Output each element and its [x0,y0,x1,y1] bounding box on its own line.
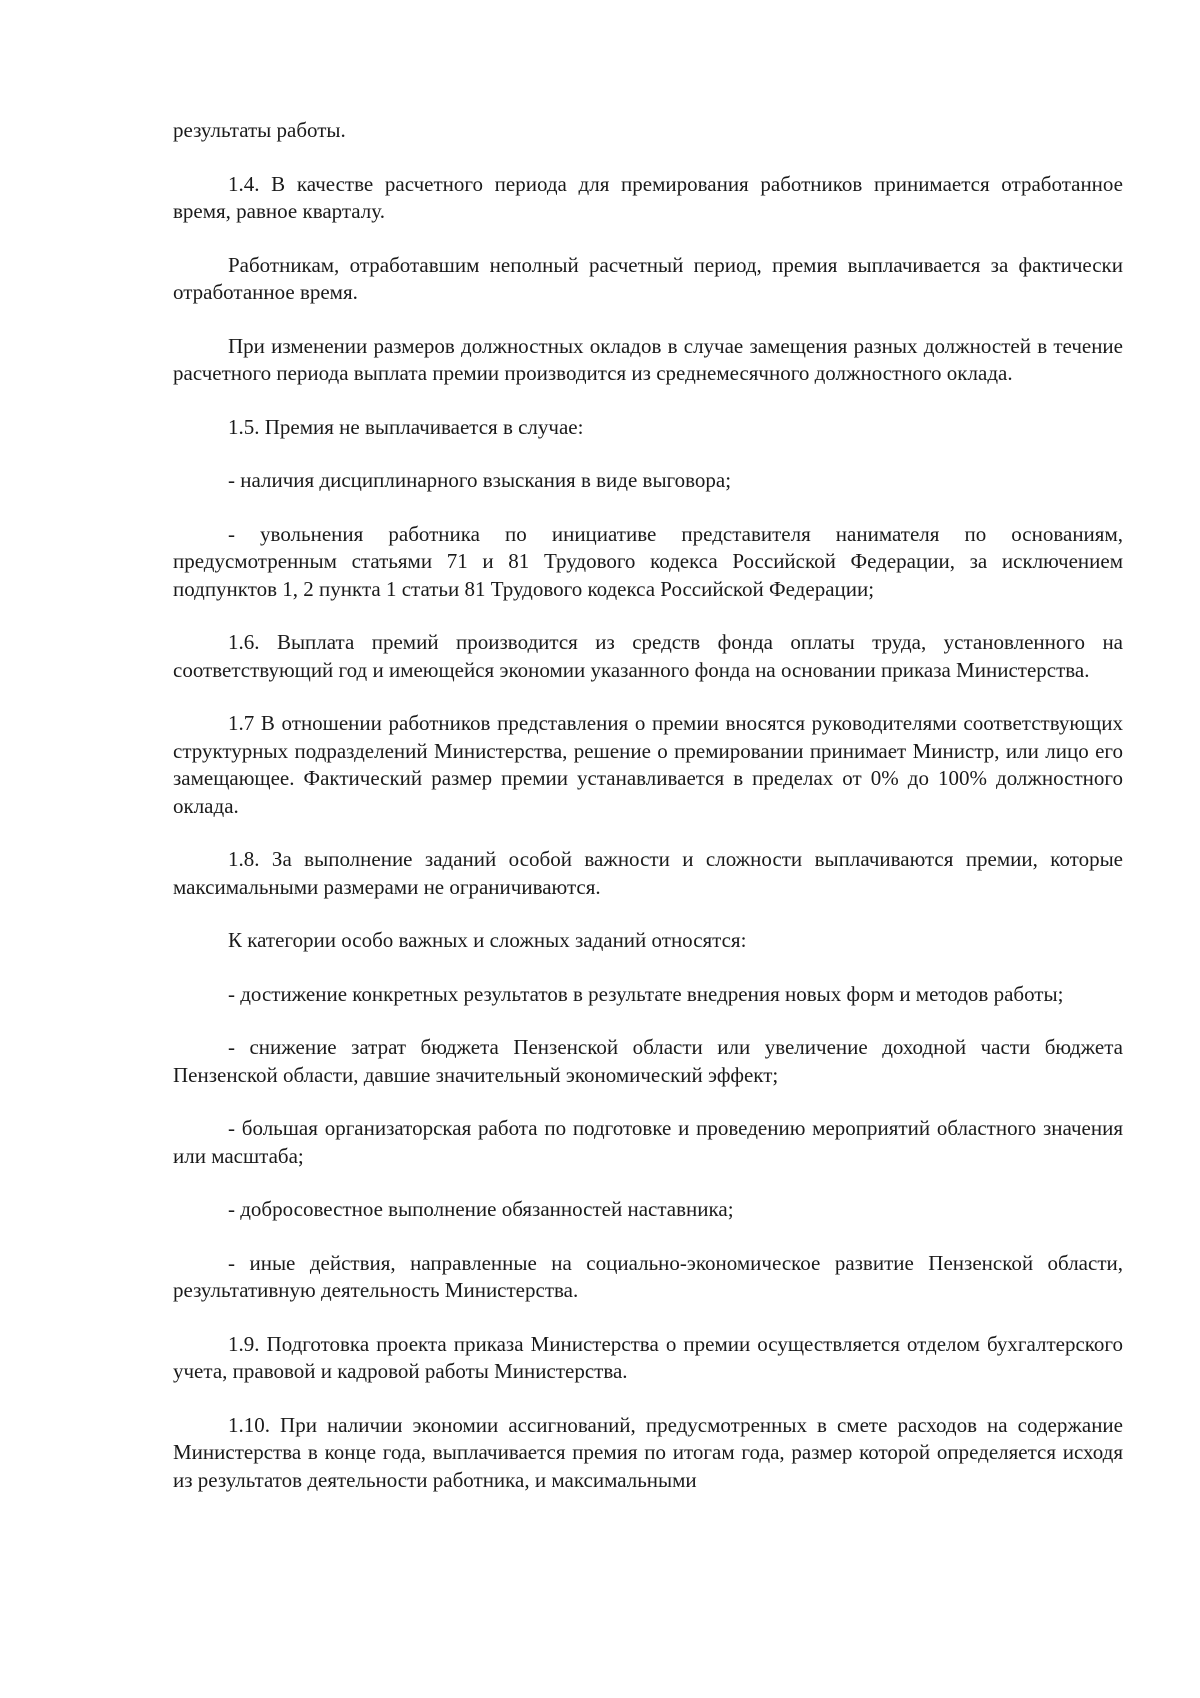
paragraph-continuation: результаты работы. [173,118,346,142]
paragraph-partial-period: Работникам, отработавшим неполный расчетный период, премия выплачивается за фактически отработанное время. [173,252,1123,304]
list-item-reprimand: - наличия дисциплинарного взыскания в виде выговора; [228,468,732,492]
document-body [173,117,1123,1520]
paragraph-1-8: 1.8. За выполнение заданий особой важности и сложности выплачиваются премии, которые максимальными размерами не ограничиваются. [173,847,1123,899]
paragraph-1-7: 1.7 В отношении работников представления о премии вносятся руководителями соответствующих структурных подразделений Министерства, решение о премировании принимает Министр, или лицо его замещающее. Фактический размер премии устанавливается в пределах от 0% до 100% должностного оклада. [173,711,1123,818]
paragraph-salary-change: При изменении размеров должностных окладов в случае замещения разных должностей в течение расчетного периода выплата премии производится из среднемесячного должностного оклада. [173,333,1123,385]
paragraph-1-9: 1.9. Подготовка проекта приказа Министерства о премии осуществляется отделом бухгалтерского учета, правовой и кадровой работы Министерства. [173,1331,1123,1383]
paragraph-categories: К категории особо важных и сложных заданий относятся: [228,928,747,952]
list-item-other-actions: - иные действия, направленные на социально-экономическое развитие Пензенской области, результативную деятельность Министерства. [173,1250,1123,1302]
list-item-organization: - большая организаторская работа по подготовке и проведению мероприятий областного значения или масштаба; [173,1116,1123,1168]
list-item-mentor: - добросовестное выполнение обязанностей наставника; [228,1197,734,1221]
list-item-budget: - снижение затрат бюджета Пензенской области или увеличение доходной части бюджета Пензенской области, давшие значительный экономический эффект; [173,1035,1123,1087]
paragraph-1-10: 1.10. При наличии экономии ассигнований, предусмотренных в смете расходов на содержание Министерства в конце года, выплачивается премия по итогам года, размер которой определяется исходя из результатов деятельности работника, и максимальными [173,1412,1123,1492]
list-item-dismissal: - увольнения работника по инициативе представителя нанимателя по основаниям, предусмотренным статьями 71 и 81 Трудового кодекса Российской Федерации, за исключением подпунктов 1, 2 пункта 1 статьи 81 Трудового кодекса Российской Федерации; [173,521,1123,601]
paragraph-1-6: 1.6. Выплата премий производится из средств фонда оплаты труда, установленного на соответствующий год и имеющейся экономии указанного фонда на основании приказа Министерства. [173,630,1123,682]
list-item-new-methods: - достижение конкретных результатов в результате внедрения новых форм и методов работы; [228,981,1064,1006]
paragraph-1-5: 1.5. Премия не выплачивается в случае: [228,414,584,439]
paragraph-1-4: 1.4. В качестве расчетного периода для премирования работников принимается отработанное время, равное кварталу. [173,171,1123,223]
